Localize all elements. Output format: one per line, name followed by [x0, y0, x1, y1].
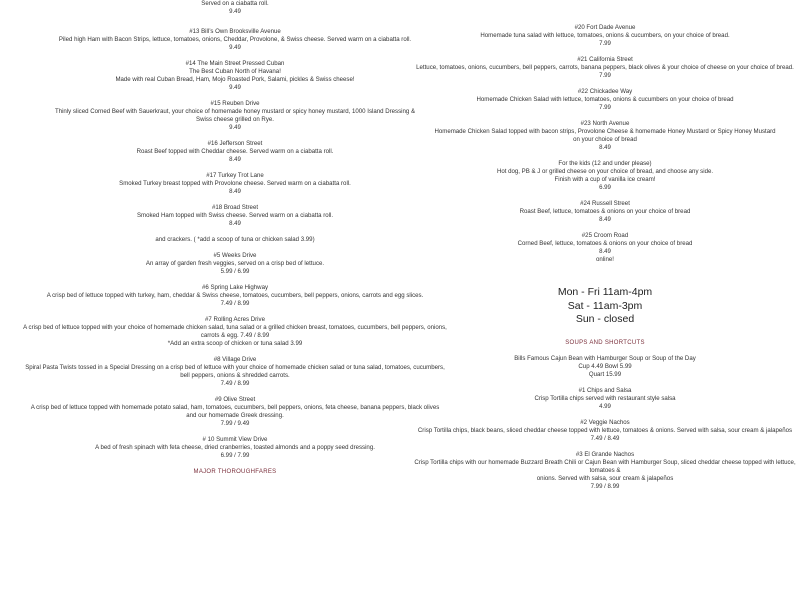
menu-item-crackers: and crackers. ( *add a scoop of tuna or chicken salad 3.99) — [155, 236, 315, 243]
menu-item-17: #17 Turkey Trot Lane Smoked Turkey breast topped with Provolone cheese. Served warm on a ciabatta roll. 8.49 — [119, 172, 351, 195]
menu-item-25: #25 Croom Road Corned Beef, lettuce, tomatoes & onions on your choice of bread 8.49 online! — [517, 232, 693, 263]
menu-item-16: #16 Jefferson Street Roast Beef topped with Cheddar cheese. Served warm on a ciabatta roll. 8.49 — [136, 140, 334, 163]
hours-block: Mon - Fri 11am-4pm Sat - 11am-3pm Sun - closed — [557, 286, 653, 325]
menu-item-8: #8 Village Drive Spiral Pasta Twists tossed in a Special Dressing on a crisp bed of lettuce with your choice of homemade chicken salad or tuna salad, tomatoes, cucumbers, bell peppers, onions & shredded carrots. 7.49 / 8.99 — [25, 356, 445, 387]
menu-item-1-chips-salsa: #1 Chips and Salsa Crisp Tortilla chips served with restaurant style salsa 4.99 — [534, 386, 676, 410]
menu-item-9: #9 Olive Street A crisp bed of lettuce topped with homemade potato salad, ham, tomatoes, cucumbers, bell peppers, onions, feta cheese, banana peppers, black olives and our homemade Greek dressing. 7.99 / 9.49 — [30, 396, 440, 427]
section-title-soups-shortcuts: SOUPS AND SHORTCUTS — [565, 339, 645, 346]
menu-item-3-el-grande-nachos: #3 El Grande Nachos Crisp Tortilla chips with our homemade Buzzard Breath Chili or Cajun Bean with Hamburger Soup, sliced cheddar cheese topped with lettuce, tomatoes & onions. Served with salsa, sour cream & jalapeños 7.99 / 8.99 — [414, 450, 796, 490]
menu-item-14: #14 The Main Street Pressed Cuban The Best Cuban North of Havana! Made with real Cuban Bread, Ham, Mojo Roasted Pork, Salami, pickles & Swiss cheese! 9.49 — [115, 60, 355, 91]
menu-item-22: #22 Chickadee Way Homemade Chicken Salad with lettuce, tomatoes, onions & cucumbers on your choice of bread 7.99 — [476, 88, 734, 111]
menu-item-7: #7 Rolling Acres Drive A crisp bed of lettuce topped with your choice of homemade chicken salad, tuna salad or a grilled chicken breast, tomatoes, cucumbers, bell peppers, onions, carrots & egg. 7.49 / 8.99 *Add an extra scoop of chicken or tuna salad 3.99 — [23, 316, 447, 347]
menu-item-2-veggie-nachos: #2 Veggie Nachos Crisp Tortilla chips, black beans, sliced cheddar cheese topped with lettuce, tomatoes & onions. Served with salsa, sour cream & jalapeños 7.49 / 8.49 — [417, 418, 793, 442]
menu-item-6: #6 Spring Lake Highway A crisp bed of lettuce topped with turkey, ham, cheddar & Swiss cheese, tomatoes, cucumbers, bell peppers, onions, carrots and egg slices. 7.49 / 8.99 — [46, 284, 424, 307]
menu-item-13: #13 Bill’s Own Brooksville Avenue Piled high Ham with Bacon Strips, lettuce, tomatoes, onions, Cheddar, Provolone, & Swiss cheese. Served warm on a ciabatta roll. 9.49 — [58, 28, 412, 51]
left-column — [5, 0, 465, 476]
menu-item-23: #23 North Avenue Homemade Chicken Salad topped with bacon strips, Provolone Cheese & homemade Honey Mustard or Spicy Honey Mustard on your choice of bread 8.49 — [434, 120, 776, 151]
menu-item-for-the-kids: For the kids (12 and under please) Hot dog, PB & J or grilled cheese on your choice of bread, and choose any side. Finish with a cup of vanilla ice cream! 6.99 — [496, 160, 714, 191]
menu-item-bills-famous-cajun-bean: Bills Famous Cajun Bean with Hamburger Soup or Soup of the Day Cup 4.49 Bowl 5.99 Quart 15.99 — [514, 354, 696, 378]
menu-item-15: #15 Reuben Drive Thinly sliced Corned Beef with Sauerkraut, your choice of homemade honey mustard or spicy honey mustard, 1000 Island Dressing & Swiss cheese grilled on Rye. 9.49 — [54, 100, 416, 131]
menu-item-20: #20 Fort Dade Avenue Homemade tuna salad with lettuce, tomatoes, onions & cucumbers, on your choice of bread. 7.99 — [480, 24, 730, 47]
menu-item-top-fragment: Served on a ciabatta roll. 9.49 — [201, 0, 269, 15]
menu-item-5: #5 Weeks Drive An array of garden fresh veggies, served on a crisp bed of lettuce. 5.99 / 6.99 — [145, 252, 325, 275]
menu-item-10: # 10 Summit View Drive A bed of fresh spinach with feta cheese, dried cranberries, toasted almonds and a poppy seed dressing. 6.99 / 7.99 — [95, 436, 375, 459]
right-column — [410, 0, 800, 491]
menu-item-18: #18 Broad Street Smoked Ham topped with Swiss cheese. Served warm on a ciabatta roll. 8.49 — [136, 204, 334, 227]
menu-item-21: #21 California Street Lettuce, tomatoes, onions, cucumbers, bell peppers, carrots, banana peppers, black olives & your choice of cheese on your choice of bread. 7.99 — [416, 56, 794, 79]
menu-item-24: #24 Russell Street Roast Beef, lettuce, tomatoes & onions on your choice of bread 8.49 — [519, 200, 691, 223]
section-title-major-thoroughfares: MAJOR THOROUGHFARES — [193, 469, 277, 475]
